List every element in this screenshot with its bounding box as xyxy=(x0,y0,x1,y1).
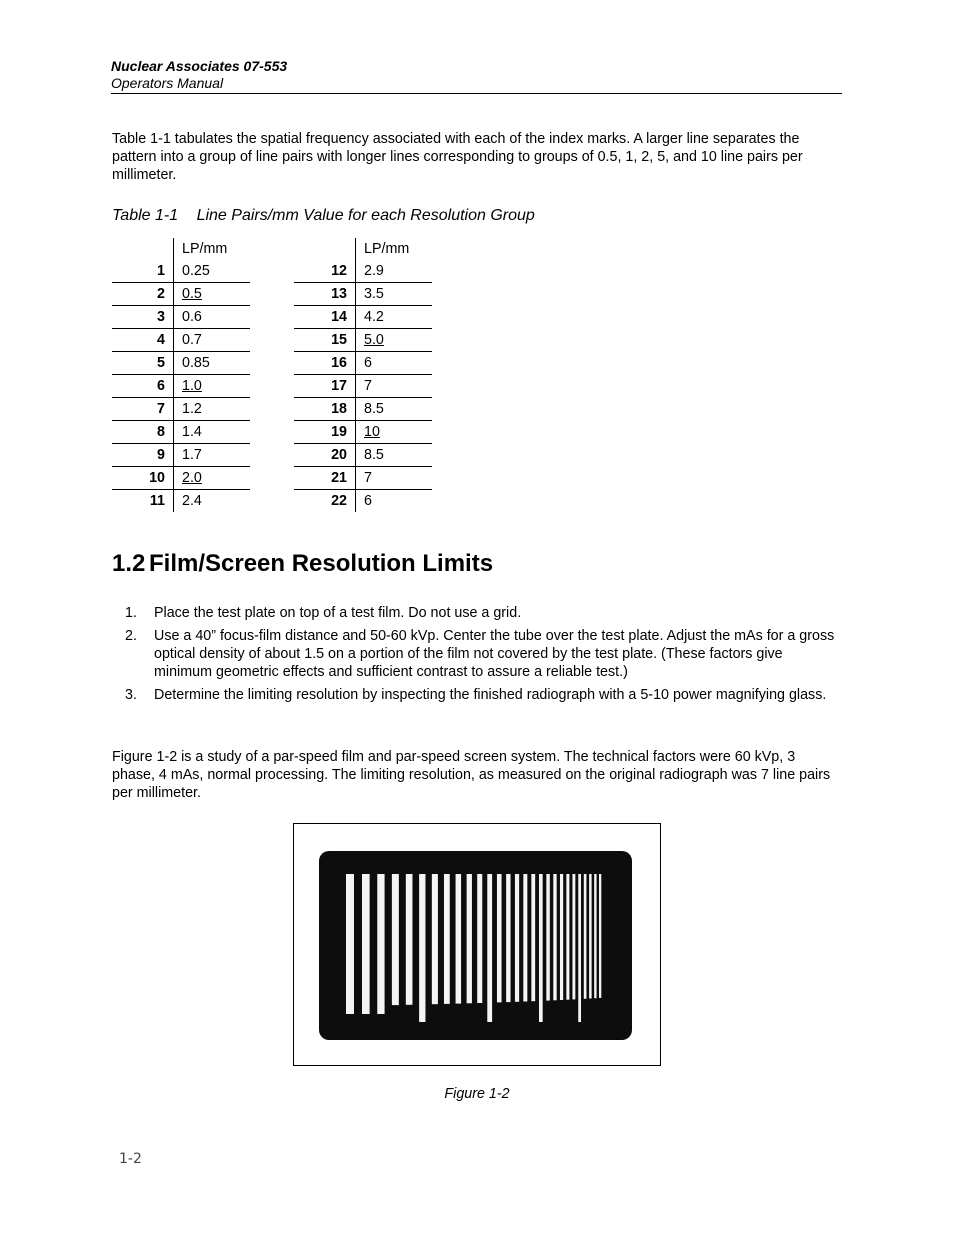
table-header-row xyxy=(112,238,250,260)
table-row xyxy=(294,421,432,444)
line-pair-bar xyxy=(477,874,482,1003)
section-title-text: Film/Screen Resolution Limits xyxy=(149,550,494,577)
line-pair-bar xyxy=(599,874,601,998)
line-pair-bar xyxy=(444,874,450,1004)
index-header-cell xyxy=(112,238,174,260)
group-index: 9 xyxy=(112,444,174,467)
group-index: 1 xyxy=(112,260,174,283)
table-row xyxy=(112,421,250,444)
lp-mm-value: 0.25 xyxy=(174,260,251,283)
table-row xyxy=(294,490,432,513)
group-index: 16 xyxy=(294,352,356,375)
table-row xyxy=(294,467,432,490)
table-header-row xyxy=(294,238,432,260)
table-caption xyxy=(112,207,535,225)
group-index: 14 xyxy=(294,306,356,329)
line-pair-bar xyxy=(539,874,543,1022)
table-row xyxy=(112,490,250,513)
group-index: 17 xyxy=(294,375,356,398)
group-index: 22 xyxy=(294,490,356,513)
line-pair-bar xyxy=(553,874,556,1000)
lp-mm-value: 6 xyxy=(356,352,433,375)
document-subtitle: Operators Manual xyxy=(111,75,224,91)
table-row xyxy=(112,398,250,421)
line-pair-bar xyxy=(589,874,592,999)
lp-mm-value: 7 xyxy=(356,375,433,398)
lp-mm-value: 1.7 xyxy=(174,444,251,467)
page-header xyxy=(111,57,842,94)
line-pair-bar xyxy=(546,874,549,1001)
line-pair-bar xyxy=(487,874,492,1022)
lp-table-right xyxy=(294,238,432,512)
line-pair-bar xyxy=(506,874,510,1002)
lp-mm-value: 8.5 xyxy=(356,444,433,467)
group-index: 21 xyxy=(294,467,356,490)
line-pair-bar xyxy=(578,874,581,1022)
table-row xyxy=(112,467,250,490)
lp-mm-value: 0.5 xyxy=(174,283,251,306)
line-pair-bar xyxy=(531,874,535,1001)
lp-mm-value: 5.0 xyxy=(356,329,433,352)
table-row xyxy=(294,260,432,283)
lp-mm-value: 1.4 xyxy=(174,421,251,444)
line-pair-bar xyxy=(392,874,399,1005)
index-header-cell xyxy=(294,238,356,260)
lp-mm-value: 0.7 xyxy=(174,329,251,352)
table-row xyxy=(294,306,432,329)
step-text: Place the test plate on top of a test film. Do not use a grid. xyxy=(154,605,522,621)
lp-table-left xyxy=(112,238,250,512)
group-index: 7 xyxy=(112,398,174,421)
line-pair-bar xyxy=(432,874,438,1004)
table-caption-text: Line Pairs/mm Value for each Resolution Group xyxy=(196,207,535,224)
group-index: 19 xyxy=(294,421,356,444)
table-row xyxy=(294,329,432,352)
line-pair-bar xyxy=(456,874,462,1004)
line-pair-bar xyxy=(572,874,575,999)
group-index: 18 xyxy=(294,398,356,421)
group-index: 2 xyxy=(112,283,174,306)
group-index: 4 xyxy=(112,329,174,352)
line-pair-bar xyxy=(497,874,502,1002)
table-row xyxy=(294,375,432,398)
lp-mm-header: LP/mm xyxy=(182,241,228,257)
group-index: 15 xyxy=(294,329,356,352)
step-number: 3. xyxy=(125,687,137,703)
lp-mm-value: 2.4 xyxy=(182,493,202,509)
line-pair-bar xyxy=(523,874,527,1002)
table-row xyxy=(294,352,432,375)
lp-mm-value: 0.85 xyxy=(174,352,251,375)
line-pair-bar xyxy=(566,874,569,1000)
lp-mm-value: 1.0 xyxy=(174,375,251,398)
lp-mm-header: LP/mm xyxy=(364,241,410,257)
section-number: 1.2 xyxy=(112,550,146,577)
figure-caption: Figure 1-2 xyxy=(444,1086,510,1102)
table-row xyxy=(294,398,432,421)
lp-mm-value: 0.6 xyxy=(174,306,251,329)
resolution-pattern-image xyxy=(294,824,660,1065)
table-row xyxy=(294,444,432,467)
group-index: 11 xyxy=(112,490,174,513)
step-number: 2. xyxy=(125,628,137,644)
lp-mm-value: 7 xyxy=(356,467,433,490)
group-index: 12 xyxy=(294,260,356,283)
table-row xyxy=(112,260,250,283)
lp-mm-value: 1.2 xyxy=(174,398,251,421)
page-number: 1-2 xyxy=(119,1151,142,1167)
step-text: Use a 40” focus-film distance and 50-60 kVp. Center the tube over the test plate. Adjust the mAs for a gross optical density of about 1.5 on a portion of the film not covered by the test plate. (These factors give minimum geometric effects and sufficient contrast to assure a reliable test.) xyxy=(154,628,835,680)
intro-paragraph: Table 1-1 tabulates the spatial frequency associated with each of the index marks. A larger line separates the pattern into a group of line pairs with longer lines corresponding to groups of 0.5, 1, 2, 5, and 10 line pairs per millimeter. xyxy=(112,131,803,183)
line-pair-bar xyxy=(560,874,563,1000)
line-pair-bar xyxy=(377,874,384,1014)
table-row xyxy=(112,444,250,467)
procedure-steps xyxy=(112,604,844,709)
lp-mm-value: 2.9 xyxy=(356,260,433,283)
group-index: 3 xyxy=(112,306,174,329)
table-row xyxy=(294,283,432,306)
figure-1-2-radiograph xyxy=(293,823,661,1066)
lp-mm-value: 6 xyxy=(364,493,372,509)
table-row xyxy=(112,306,250,329)
line-pair-bar xyxy=(362,874,370,1014)
line-pair-bar xyxy=(467,874,472,1003)
group-index: 8 xyxy=(112,421,174,444)
step-item xyxy=(112,627,844,681)
group-index: 5 xyxy=(112,352,174,375)
group-index: 13 xyxy=(294,283,356,306)
group-index: 10 xyxy=(112,467,174,490)
lp-mm-value: 8.5 xyxy=(356,398,433,421)
step-item xyxy=(112,604,844,622)
line-pair-bar xyxy=(515,874,519,1002)
line-pair-bar xyxy=(584,874,587,999)
step-number: 1. xyxy=(125,605,137,621)
section-heading xyxy=(112,550,493,578)
table-row xyxy=(112,375,250,398)
document-title: Nuclear Associates 07-553 xyxy=(111,58,288,74)
table-row xyxy=(112,329,250,352)
table-row xyxy=(112,352,250,375)
lp-mm-value: 3.5 xyxy=(356,283,433,306)
table-caption-number: Table 1-1 xyxy=(112,207,179,224)
step-item xyxy=(112,686,844,704)
line-pair-bar xyxy=(594,874,596,998)
group-index: 20 xyxy=(294,444,356,467)
line-pair-bar xyxy=(406,874,413,1005)
lp-mm-value: 4.2 xyxy=(356,306,433,329)
group-index: 6 xyxy=(112,375,174,398)
table-row xyxy=(112,283,250,306)
step-text: Determine the limiting resolution by inspecting the finished radiograph with a 5-10 power magnifying glass. xyxy=(154,687,827,703)
lp-mm-value: 10 xyxy=(356,421,433,444)
line-pair-bar xyxy=(419,874,425,1022)
lp-mm-value: 2.0 xyxy=(174,467,251,490)
figure-description-paragraph: Figure 1-2 is a study of a par-speed film and par-speed screen system. The technical factors were 60 kVp, 3 phase, 4 mAs, normal processing. The limiting resolution, as measured on the original radiograph was 7 line pairs per millimeter. xyxy=(112,749,831,801)
line-pair-bar xyxy=(346,874,354,1014)
